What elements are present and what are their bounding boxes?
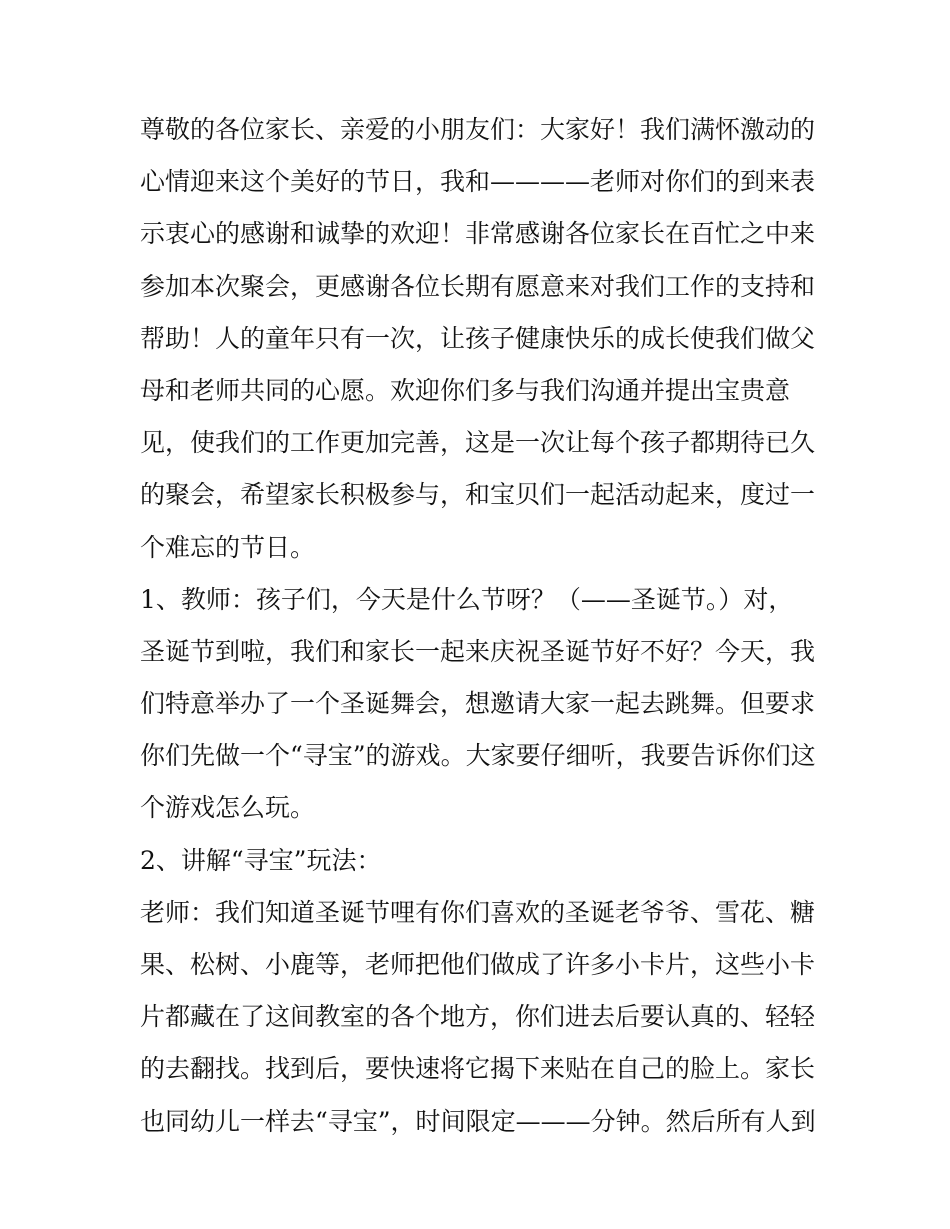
text-line: 你们先做一个“寻宝”的游戏。大家要仔细听，我要告诉你们这 [140,741,816,771]
text-line: 见，使我们的工作更加完善，这是一次让每个孩子都期待已久 [140,428,816,458]
text-line: 尊敬的各位家长、亲爱的小朋友们：大家好！我们满怀激动的 [140,115,816,144]
text-line: 个难忘的节日。 [140,532,316,562]
text-line: 示衷心的感谢和诚挚的欢迎！非常感谢各位家长在百忙之中来 [140,219,816,249]
document-body [140,104,820,1148]
text-line: 们特意举办了一个圣诞舞会，想邀请大家一起去跳舞。但要求 [140,689,816,719]
text-line: 片都藏在了这间教室的各个地方，你们进去后要认真的、轻轻 [140,1002,816,1032]
text-line: 个游戏怎么玩。 [140,793,316,823]
text-line: 也同幼儿一样去“寻宝”，时间限定———分钟。然后所有人到 [140,1106,816,1136]
text-line: 2、讲解“寻宝”玩法： [140,845,382,875]
text-line: 1、教师：孩子们，今天是什么节呀？（——圣诞节。）对， [140,584,794,614]
text-line: 果、松树、小鹿等，老师把他们做成了许多小卡片，这些小卡 [140,950,816,979]
text-line: 母和老师共同的心愿。欢迎你们多与我们沟通并提出宝贵意 [140,375,791,405]
text-line: 圣诞节到啦，我们和家长一起来庆祝圣诞节好不好？今天，我 [140,636,816,666]
text-line: 参加本次聚会，更感谢各位长期有愿意来对我们工作的支持和 [140,271,816,301]
text-line: 的聚会，希望家长积极参与，和宝贝们一起活动起来，度过一 [140,480,816,510]
text-line: 心情迎来这个美好的节日，我和————老师对你们的到来表 [140,167,816,197]
text-line: 的去翻找。找到后，要快速将它揭下来贴在自己的脸上。家长 [140,1054,816,1084]
text-line: 老师：我们知道圣诞节哩有你们喜欢的圣诞老爷爷、雪花、糖 [140,897,816,927]
text-line: 帮助！人的童年只有一次，让孩子健康快乐的成长使我们做父 [140,323,816,353]
